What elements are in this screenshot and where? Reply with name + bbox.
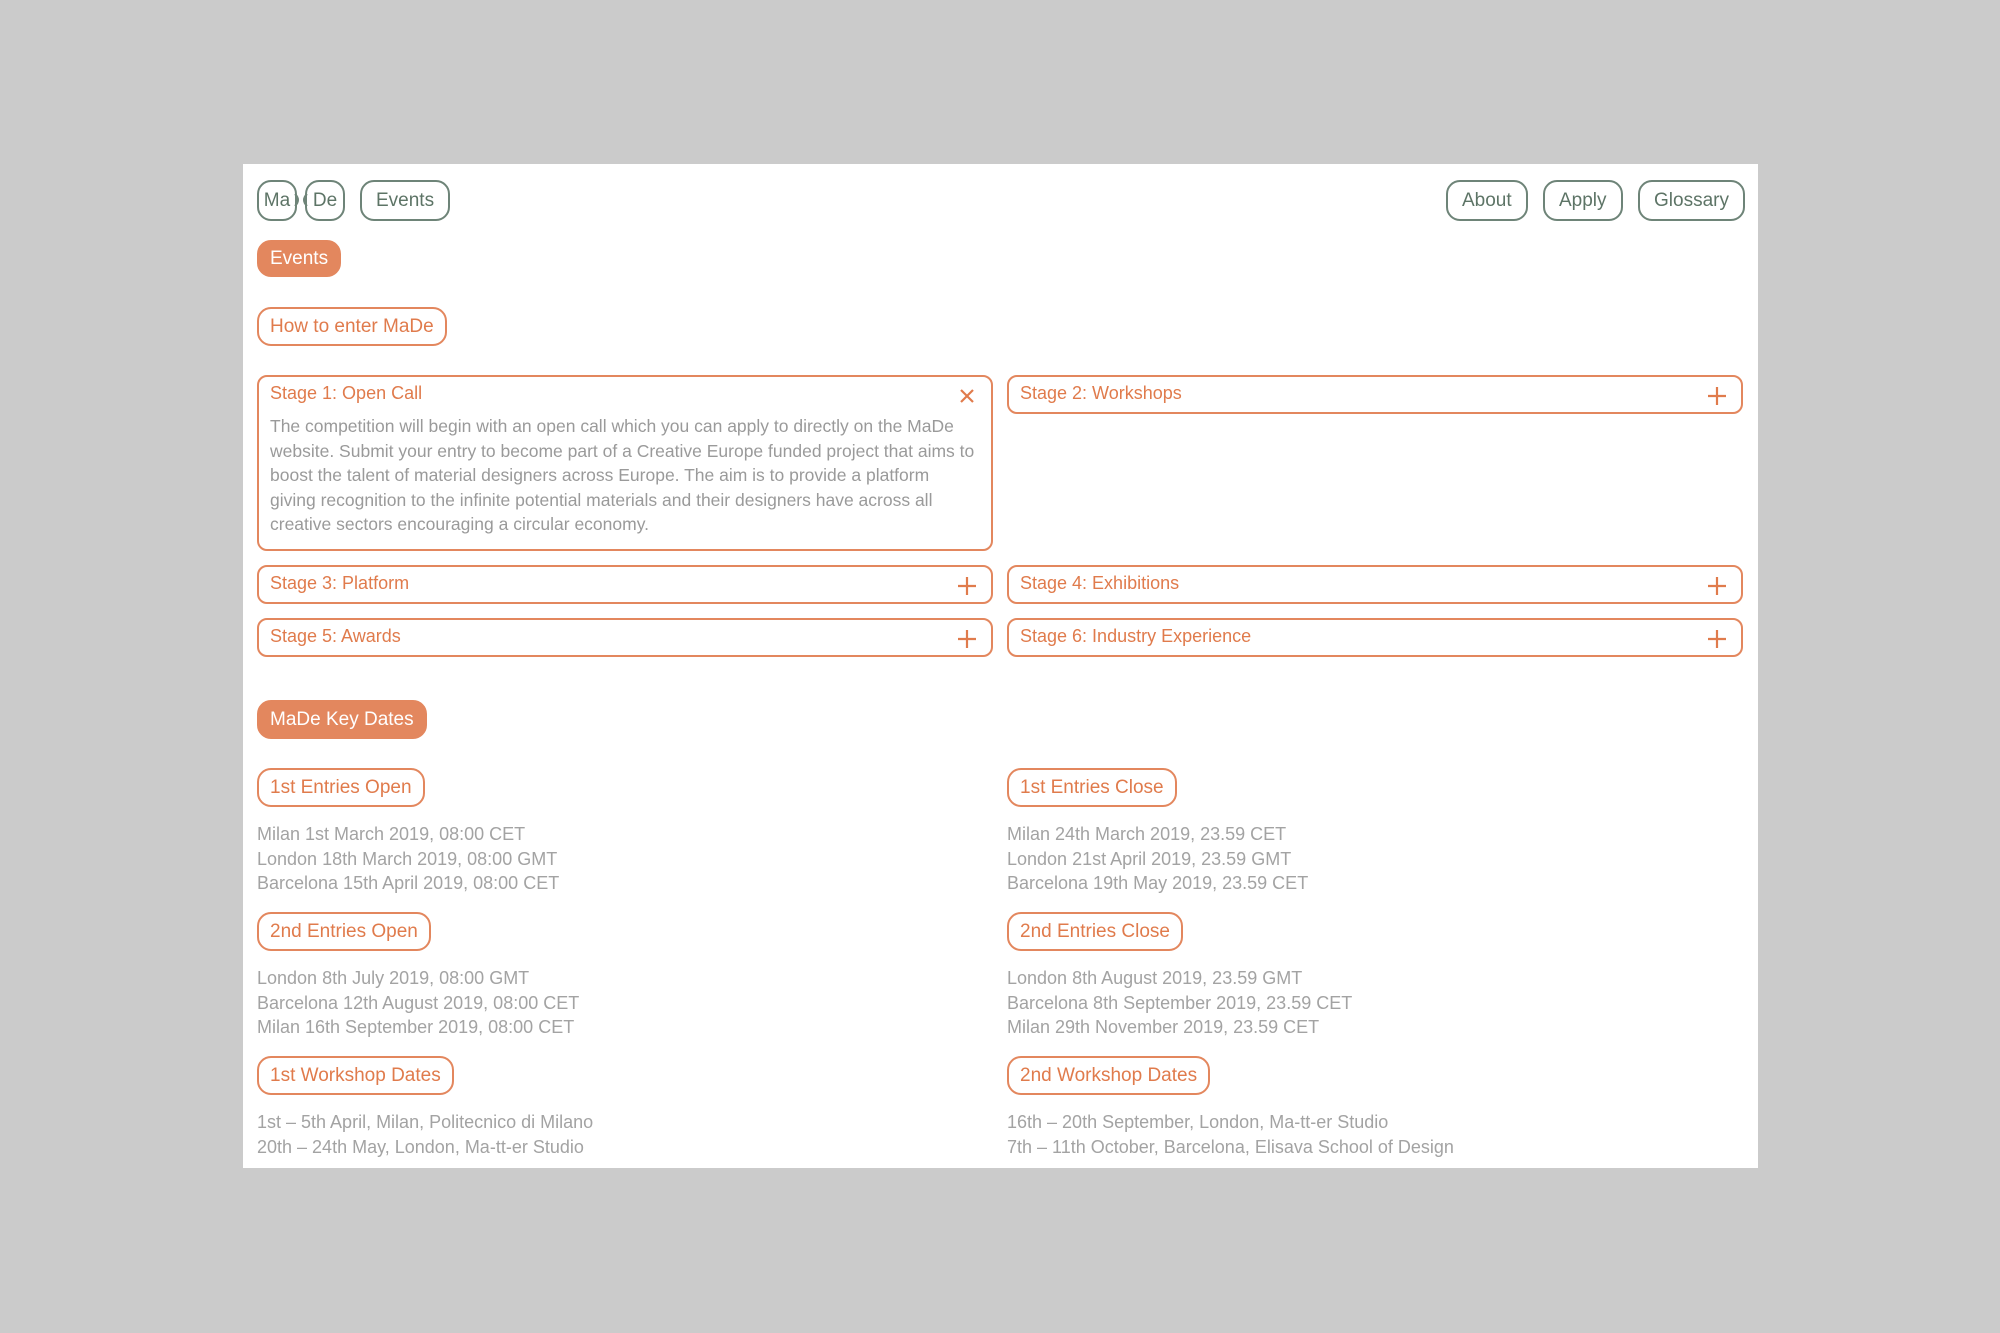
logo-ma: Ma xyxy=(257,180,297,221)
key-date-label: 1st Workshop Dates xyxy=(257,1056,454,1095)
stage-4-title: Stage 4: Exhibitions xyxy=(1020,573,1180,593)
key-date-lines xyxy=(1007,966,1352,1040)
date-line: London 21st April 2019, 23.59 GMT xyxy=(1007,848,1292,869)
nav-apply-button[interactable]: Apply xyxy=(1543,180,1623,221)
plus-icon[interactable] xyxy=(955,627,979,651)
date-line: Barcelona 8th September 2019, 23.59 CET xyxy=(1007,992,1353,1013)
stage-5-title: Stage 5: Awards xyxy=(270,626,401,646)
key-date-label: 1st Entries Close xyxy=(1007,768,1177,807)
date-line: Barcelona 19th May 2019, 23.59 CET xyxy=(1007,873,1309,893)
date-line: Barcelona 12th August 2019, 08:00 CET xyxy=(257,992,580,1013)
date-line: Milan 29th November 2019, 23.59 CET xyxy=(1007,1017,1320,1037)
key-date-lines xyxy=(257,1110,593,1159)
date-line: Milan 1st March 2019, 08:00 CET xyxy=(257,824,526,844)
nav-glossary-button[interactable]: Glossary xyxy=(1638,180,1745,221)
key-date-label: 1st Entries Open xyxy=(257,768,425,807)
stage-1-description: The competition will begin with an open call which you can apply to directly on the MaDe website. Submit your entry to become part of a Creative Europe funded project that aims to boost the talent of material designers across Europe. The aim is to provide a platform giving recognition to the infinite potential materials and their designers have across all creative sectors encouraging a circular economy. xyxy=(270,416,975,534)
date-line: Barcelona 15th April 2019, 08:00 CET xyxy=(257,873,560,893)
date-line: 1st – 5th April, Milan, Politecnico di Milano xyxy=(257,1112,594,1132)
date-line: Milan 16th September 2019, 08:00 CET xyxy=(257,1017,575,1037)
date-line: Milan 24th March 2019, 23.59 CET xyxy=(1007,824,1287,844)
key-date-lines xyxy=(257,966,579,1040)
plus-icon[interactable] xyxy=(955,574,979,598)
key-date-lines xyxy=(1007,1110,1454,1159)
page xyxy=(243,164,1758,1168)
date-line: London 8th July 2019, 08:00 GMT xyxy=(257,968,530,988)
stage-2-title: Stage 2: Workshops xyxy=(1020,383,1182,403)
logo-de: De xyxy=(305,180,345,221)
plus-icon[interactable] xyxy=(1705,574,1729,598)
date-line: London 18th March 2019, 08:00 GMT xyxy=(257,848,558,869)
stage-6-title: Stage 6: Industry Experience xyxy=(1020,626,1252,646)
key-date-lines xyxy=(257,822,559,896)
made-logo[interactable] xyxy=(257,180,347,221)
key-date-label: 2nd Entries Open xyxy=(257,912,431,951)
stage-2-accordion[interactable] xyxy=(1007,375,1743,414)
key-date-label: 2nd Workshop Dates xyxy=(1007,1056,1210,1095)
stage-4-accordion[interactable] xyxy=(1007,565,1743,604)
key-date-label: 2nd Entries Close xyxy=(1007,912,1183,951)
date-line: 16th – 20th September, London, Ma-tt-er Studio xyxy=(1007,1112,1389,1132)
stage-5-accordion[interactable] xyxy=(257,618,993,657)
stage-3-accordion[interactable] xyxy=(257,565,993,604)
date-line: London 8th August 2019, 23.59 GMT xyxy=(1007,968,1303,988)
stage-3-title: Stage 3: Platform xyxy=(270,573,410,593)
plus-icon[interactable] xyxy=(1705,384,1729,408)
plus-icon[interactable] xyxy=(1705,627,1729,651)
close-icon[interactable] xyxy=(955,384,979,408)
key-date-lines xyxy=(1007,822,1308,896)
how-to-enter-tag: How to enter MaDe xyxy=(257,307,447,346)
nav-events-button[interactable]: Events xyxy=(360,180,450,221)
date-line: 20th – 24th May, London, Ma-tt-er Studio xyxy=(257,1136,584,1157)
section-events-tag: Events xyxy=(257,240,341,277)
stage-1-accordion[interactable] xyxy=(257,375,993,551)
stage-1-title: Stage 1: Open Call xyxy=(270,383,423,403)
nav-about-button[interactable]: About xyxy=(1446,180,1528,221)
stage-6-accordion[interactable] xyxy=(1007,618,1743,657)
key-dates-tag: MaDe Key Dates xyxy=(257,700,427,739)
date-line: 7th – 11th October, Barcelona, Elisava School of Design xyxy=(1007,1136,1454,1157)
